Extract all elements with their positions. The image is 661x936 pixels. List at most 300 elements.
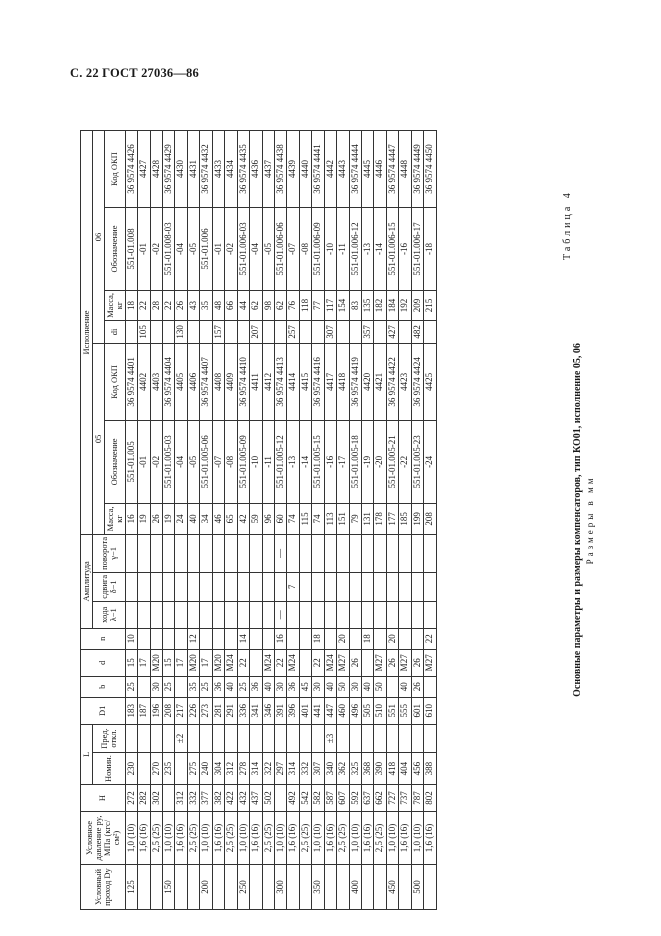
cell-n: [299, 628, 311, 649]
table-subcaption: Размеры в мм: [585, 475, 595, 565]
cell-n: 22: [424, 628, 436, 649]
cell-okp6: 4439: [287, 131, 299, 208]
cell-d: 22: [312, 649, 324, 676]
table-row: [175, 131, 187, 910]
cell-m5: 96: [262, 503, 274, 534]
cell-m5: 46: [212, 503, 224, 534]
cell-n: [138, 628, 150, 649]
cell-m6: 184: [386, 291, 398, 321]
cell-m6: 118: [299, 291, 311, 321]
cell-des6: -18: [424, 208, 436, 291]
cell-n: 18: [312, 628, 324, 649]
cell-a3: [399, 534, 411, 572]
cell-l: 325: [349, 753, 361, 785]
cell-okp6: 36 9574 4429: [163, 131, 175, 208]
cell-a3: [237, 534, 249, 572]
cell-des5: -19: [362, 420, 374, 503]
cell-dy: 250: [237, 865, 249, 910]
cell-m5: 79: [349, 503, 361, 534]
cell-py: 1,0 (10): [386, 812, 398, 865]
cell-tol: [237, 724, 249, 752]
cell-h: 382: [212, 785, 224, 812]
cell-d1: 441: [312, 697, 324, 724]
cell-des6: -02: [150, 208, 162, 291]
cell-b: 25: [237, 676, 249, 697]
cell-m6: 192: [399, 291, 411, 321]
cell-a2: [349, 572, 361, 601]
cell-a3: [424, 534, 436, 572]
cell-l: 322: [262, 753, 274, 785]
cell-des5: -11: [262, 420, 274, 503]
cell-l: 362: [337, 753, 349, 785]
cell-a2: [312, 572, 324, 601]
cell-h: [274, 785, 286, 812]
cell-l: 456: [411, 753, 423, 785]
header-amp-rot: поворота γ−1: [92, 534, 125, 572]
cell-des6: -08: [299, 208, 311, 291]
cell-py: 1,6 (16): [324, 812, 336, 865]
cell-okp6: 36 9574 4441: [312, 131, 324, 208]
cell-h: 802: [424, 785, 436, 812]
cell-di: [163, 320, 175, 343]
cell-d: M24: [225, 649, 237, 676]
cell-d: [250, 649, 262, 676]
cell-py: 1,6 (16): [399, 812, 411, 865]
cell-a2: [200, 572, 212, 601]
cell-h: 302: [150, 785, 162, 812]
cell-b: 30: [349, 676, 361, 697]
cell-a3: [225, 534, 237, 572]
cell-d1: 496: [349, 697, 361, 724]
cell-dy: 450: [386, 865, 398, 910]
cell-des6: 551-01.008: [125, 208, 137, 291]
cell-des6: -01: [212, 208, 224, 291]
cell-d1: 183: [125, 697, 137, 724]
cell-okp5: 4405: [175, 343, 187, 420]
cell-des6: -16: [399, 208, 411, 291]
cell-m5: 177: [386, 503, 398, 534]
cell-n: [262, 628, 274, 649]
cell-dy: [175, 865, 187, 910]
cell-l: 275: [187, 753, 199, 785]
cell-d: 15: [125, 649, 137, 676]
cell-okp5: 36 9574 4407: [200, 343, 212, 420]
cell-l: 418: [386, 753, 398, 785]
cell-dy: [362, 865, 374, 910]
cell-m5: 59: [250, 503, 262, 534]
cell-b: 30: [150, 676, 162, 697]
cell-dy: 400: [349, 865, 361, 910]
cell-h: 432: [237, 785, 249, 812]
cell-h: 637: [362, 785, 374, 812]
cell-di: [337, 320, 349, 343]
cell-d1: 510: [374, 697, 386, 724]
cell-m6: 35: [200, 291, 212, 321]
header-d1: D1: [81, 697, 126, 724]
cell-des5: -05: [187, 420, 199, 503]
cell-d: 22: [274, 649, 286, 676]
cell-d: 26: [386, 649, 398, 676]
cell-d: 15: [163, 649, 175, 676]
cell-di: 130: [175, 320, 187, 343]
table-row: [386, 131, 398, 910]
cell-m6: 117: [324, 291, 336, 321]
cell-py: 1,6 (16): [287, 812, 299, 865]
cell-okp5: 4409: [225, 343, 237, 420]
cell-l: 230: [125, 753, 137, 785]
cell-a1: [411, 601, 423, 628]
cell-okp6: 4440: [299, 131, 311, 208]
cell-b: 25: [163, 676, 175, 697]
cell-a3: [250, 534, 262, 572]
cell-di: 307: [324, 320, 336, 343]
cell-n: 20: [386, 628, 398, 649]
cell-py: 1,6 (16): [362, 812, 374, 865]
cell-b: 30: [312, 676, 324, 697]
cell-l: 235: [163, 753, 175, 785]
cell-m6: 77: [312, 291, 324, 321]
cell-des5: 551-01.005-23: [411, 420, 423, 503]
cell-tol: [337, 724, 349, 752]
cell-m6: 98: [262, 291, 274, 321]
cell-des6: -11: [337, 208, 349, 291]
cell-a1: [386, 601, 398, 628]
cell-h: 502: [262, 785, 274, 812]
cell-m5: 74: [287, 503, 299, 534]
cell-a3: [411, 534, 423, 572]
table-row: [274, 131, 286, 910]
cell-tol: [287, 724, 299, 752]
cell-py: 1,6 (16): [175, 812, 187, 865]
header-mass-05: Масса, кг: [104, 503, 125, 534]
cell-d: 26: [411, 649, 423, 676]
cell-m6: 182: [374, 291, 386, 321]
cell-a3: [362, 534, 374, 572]
cell-b: 36: [212, 676, 224, 697]
cell-l: 388: [424, 753, 436, 785]
cell-okp6: 4445: [362, 131, 374, 208]
cell-a1: [262, 601, 274, 628]
cell-okp5: 4412: [262, 343, 274, 420]
cell-m5: 42: [237, 503, 249, 534]
cell-d1: 610: [424, 697, 436, 724]
cell-okp5: 4403: [150, 343, 162, 420]
cell-di: [125, 320, 137, 343]
header-b: b: [81, 676, 126, 697]
cell-a2: [225, 572, 237, 601]
cell-d: 17: [138, 649, 150, 676]
cell-h: 272: [125, 785, 137, 812]
cell-dy: [250, 865, 262, 910]
cell-b: [175, 676, 187, 697]
cell-des5: -04: [175, 420, 187, 503]
cell-okp6: 4434: [225, 131, 237, 208]
cell-m5: 131: [362, 503, 374, 534]
cell-a1: [324, 601, 336, 628]
cell-dy: [187, 865, 199, 910]
cell-l: 314: [287, 753, 299, 785]
cell-dy: [337, 865, 349, 910]
cell-di: [274, 320, 286, 343]
cell-d1: 273: [200, 697, 212, 724]
cell-di: 157: [212, 320, 224, 343]
cell-okp5: 4421: [374, 343, 386, 420]
table-row: [312, 131, 324, 910]
cell-okp5: 4411: [250, 343, 262, 420]
cell-tol: ±3: [324, 724, 336, 752]
cell-a2: [212, 572, 224, 601]
cell-tol: [399, 724, 411, 752]
cell-okp6: 36 9574 4449: [411, 131, 423, 208]
cell-b: 40: [399, 676, 411, 697]
cell-di: [150, 320, 162, 343]
cell-m6: 48: [212, 291, 224, 321]
header-d: d: [81, 649, 126, 676]
cell-n: [200, 628, 212, 649]
cell-des6: -01: [138, 208, 150, 291]
cell-a3: [287, 534, 299, 572]
cell-dy: 500: [411, 865, 423, 910]
cell-des6: -07: [287, 208, 299, 291]
cell-m5: 26: [150, 503, 162, 534]
cell-l: 404: [399, 753, 411, 785]
cell-tol: [424, 724, 436, 752]
cell-h: 332: [187, 785, 199, 812]
table-row: [187, 131, 199, 910]
cell-des6: -10: [324, 208, 336, 291]
cell-dy: [262, 865, 274, 910]
cell-tol: [262, 724, 274, 752]
cell-a1: [187, 601, 199, 628]
cell-des6: 551-01.008-03: [163, 208, 175, 291]
cell-di: [374, 320, 386, 343]
cell-a1: [374, 601, 386, 628]
cell-a2: [262, 572, 274, 601]
cell-a2: [274, 572, 286, 601]
header-designation-06: Обозначение: [104, 208, 125, 291]
header-dy: Условный проход Dy: [81, 865, 126, 910]
cell-tol: [187, 724, 199, 752]
cell-tol: [362, 724, 374, 752]
header-l: L: [81, 724, 93, 784]
cell-n: [349, 628, 361, 649]
cell-py: 1,6 (16): [212, 812, 224, 865]
table-row: [324, 131, 336, 910]
cell-n: 16: [274, 628, 286, 649]
cell-h: 312: [175, 785, 187, 812]
cell-a1: [312, 601, 324, 628]
cell-d1: 401: [299, 697, 311, 724]
cell-n: [250, 628, 262, 649]
cell-d: M24: [287, 649, 299, 676]
cell-dy: [299, 865, 311, 910]
cell-okp6: 36 9574 4450: [424, 131, 436, 208]
cell-di: [187, 320, 199, 343]
cell-dy: [374, 865, 386, 910]
cell-d: M24: [324, 649, 336, 676]
cell-d1: 391: [274, 697, 286, 724]
header-execution: Исполнение: [81, 131, 93, 535]
cell-a2: [374, 572, 386, 601]
cell-okp5: 36 9574 4416: [312, 343, 324, 420]
cell-okp5: 36 9574 4413: [274, 343, 286, 420]
cell-m6: 62: [274, 291, 286, 321]
cell-di: [299, 320, 311, 343]
cell-n: 20: [337, 628, 349, 649]
cell-py: 1,0 (10): [349, 812, 361, 865]
cell-dy: [287, 865, 299, 910]
cell-des5: -07: [212, 420, 224, 503]
cell-a3: [374, 534, 386, 572]
cell-b: 40: [362, 676, 374, 697]
cell-a2: [187, 572, 199, 601]
cell-dy: 350: [312, 865, 324, 910]
cell-okp6: 36 9574 4444: [349, 131, 361, 208]
cell-okp6: 4428: [150, 131, 162, 208]
cell-b: [386, 676, 398, 697]
cell-py: 1,0 (10): [411, 812, 423, 865]
cell-okp6: 36 9574 4447: [386, 131, 398, 208]
cell-a2: [250, 572, 262, 601]
cell-des6: 551-01.006-17: [411, 208, 423, 291]
cell-a2: [237, 572, 249, 601]
cell-tol: [163, 724, 175, 752]
cell-py: 1,6 (16): [424, 812, 436, 865]
table-row: [349, 131, 361, 910]
cell-m5: 24: [175, 503, 187, 534]
cell-okp6: 4448: [399, 131, 411, 208]
cell-l: 278: [237, 753, 249, 785]
cell-des6: 551-01.006-15: [386, 208, 398, 291]
cell-des5: -08: [225, 420, 237, 503]
cell-des5: 551-01.005-12: [274, 420, 286, 503]
cell-py: 2,5 (25): [374, 812, 386, 865]
cell-b: [138, 676, 150, 697]
cell-okp6: 4443: [337, 131, 349, 208]
cell-m6: 215: [424, 291, 436, 321]
cell-h: 592: [349, 785, 361, 812]
cell-tol: [374, 724, 386, 752]
cell-okp6: 36 9574 4435: [237, 131, 249, 208]
cell-m5: 115: [299, 503, 311, 534]
cell-h: 737: [399, 785, 411, 812]
cell-d1: 291: [225, 697, 237, 724]
cell-m6: 22: [138, 291, 150, 321]
cell-h: 607: [337, 785, 349, 812]
cell-m6: 66: [225, 291, 237, 321]
cell-d: [299, 649, 311, 676]
cell-b: 25: [200, 676, 212, 697]
cell-di: [424, 320, 436, 343]
cell-m5: 208: [424, 503, 436, 534]
cell-a1: [287, 601, 299, 628]
header-ex06: 06: [92, 131, 104, 344]
cell-n: [163, 628, 175, 649]
cell-m6: 22: [163, 291, 175, 321]
cell-b: 40: [262, 676, 274, 697]
cell-n: [411, 628, 423, 649]
cell-okp6: 4427: [138, 131, 150, 208]
cell-a2: [125, 572, 137, 601]
cell-py: 1,6 (16): [250, 812, 262, 865]
cell-d1: 208: [163, 697, 175, 724]
cell-des6: -04: [175, 208, 187, 291]
cell-h: 282: [138, 785, 150, 812]
header-designation-05: Обозначение: [104, 420, 125, 503]
cell-a2: [337, 572, 349, 601]
parameters-table: [80, 130, 437, 910]
cell-a3: [212, 534, 224, 572]
cell-m5: 19: [163, 503, 175, 534]
cell-a3: [175, 534, 187, 572]
cell-di: 207: [250, 320, 262, 343]
cell-d: M27: [374, 649, 386, 676]
cell-a1: [237, 601, 249, 628]
cell-b: 30: [274, 676, 286, 697]
cell-n: [399, 628, 411, 649]
cell-a3: [163, 534, 175, 572]
cell-l: 270: [150, 753, 162, 785]
cell-tol: [225, 724, 237, 752]
cell-d: [362, 649, 374, 676]
cell-h: 377: [200, 785, 212, 812]
cell-okp5: 4420: [362, 343, 374, 420]
cell-di: [262, 320, 274, 343]
cell-d1: 196: [150, 697, 162, 724]
cell-di: [200, 320, 212, 343]
cell-tol: [312, 724, 324, 752]
cell-okp6: 36 9574 4438: [274, 131, 286, 208]
cell-d1: 187: [138, 697, 150, 724]
cell-okp5: 36 9574 4401: [125, 343, 137, 420]
rotated-table-area: [80, 130, 620, 910]
table-row: [411, 131, 423, 910]
cell-l: 368: [362, 753, 374, 785]
cell-h: 437: [250, 785, 262, 812]
cell-des5: -01: [138, 420, 150, 503]
header-h: H: [81, 785, 126, 812]
table-row: [399, 131, 411, 910]
cell-a2: [386, 572, 398, 601]
cell-l: 240: [200, 753, 212, 785]
cell-tol: [274, 724, 286, 752]
cell-py: 1,0 (10): [274, 812, 286, 865]
cell-d1: 281: [212, 697, 224, 724]
cell-dy: [150, 865, 162, 910]
cell-b: 26: [411, 676, 423, 697]
cell-a1: [362, 601, 374, 628]
cell-a3: —: [274, 534, 286, 572]
table-row: [287, 131, 299, 910]
cell-dy: [138, 865, 150, 910]
cell-b: 40: [324, 676, 336, 697]
cell-a1: [163, 601, 175, 628]
cell-d1: 447: [324, 697, 336, 724]
header-amplitude: Амплитуда: [81, 534, 93, 628]
cell-des6: -02: [225, 208, 237, 291]
cell-okp6: 36 9574 4426: [125, 131, 137, 208]
table-row: [163, 131, 175, 910]
cell-okp6: 4431: [187, 131, 199, 208]
cell-py: 1,6 (16): [138, 812, 150, 865]
cell-n: [287, 628, 299, 649]
table-number: Таблица 4: [562, 190, 573, 260]
header-l-nom: Номин.: [92, 753, 125, 785]
cell-di: [399, 320, 411, 343]
cell-m6: 209: [411, 291, 423, 321]
table-row: [125, 131, 137, 910]
cell-h: 587: [324, 785, 336, 812]
